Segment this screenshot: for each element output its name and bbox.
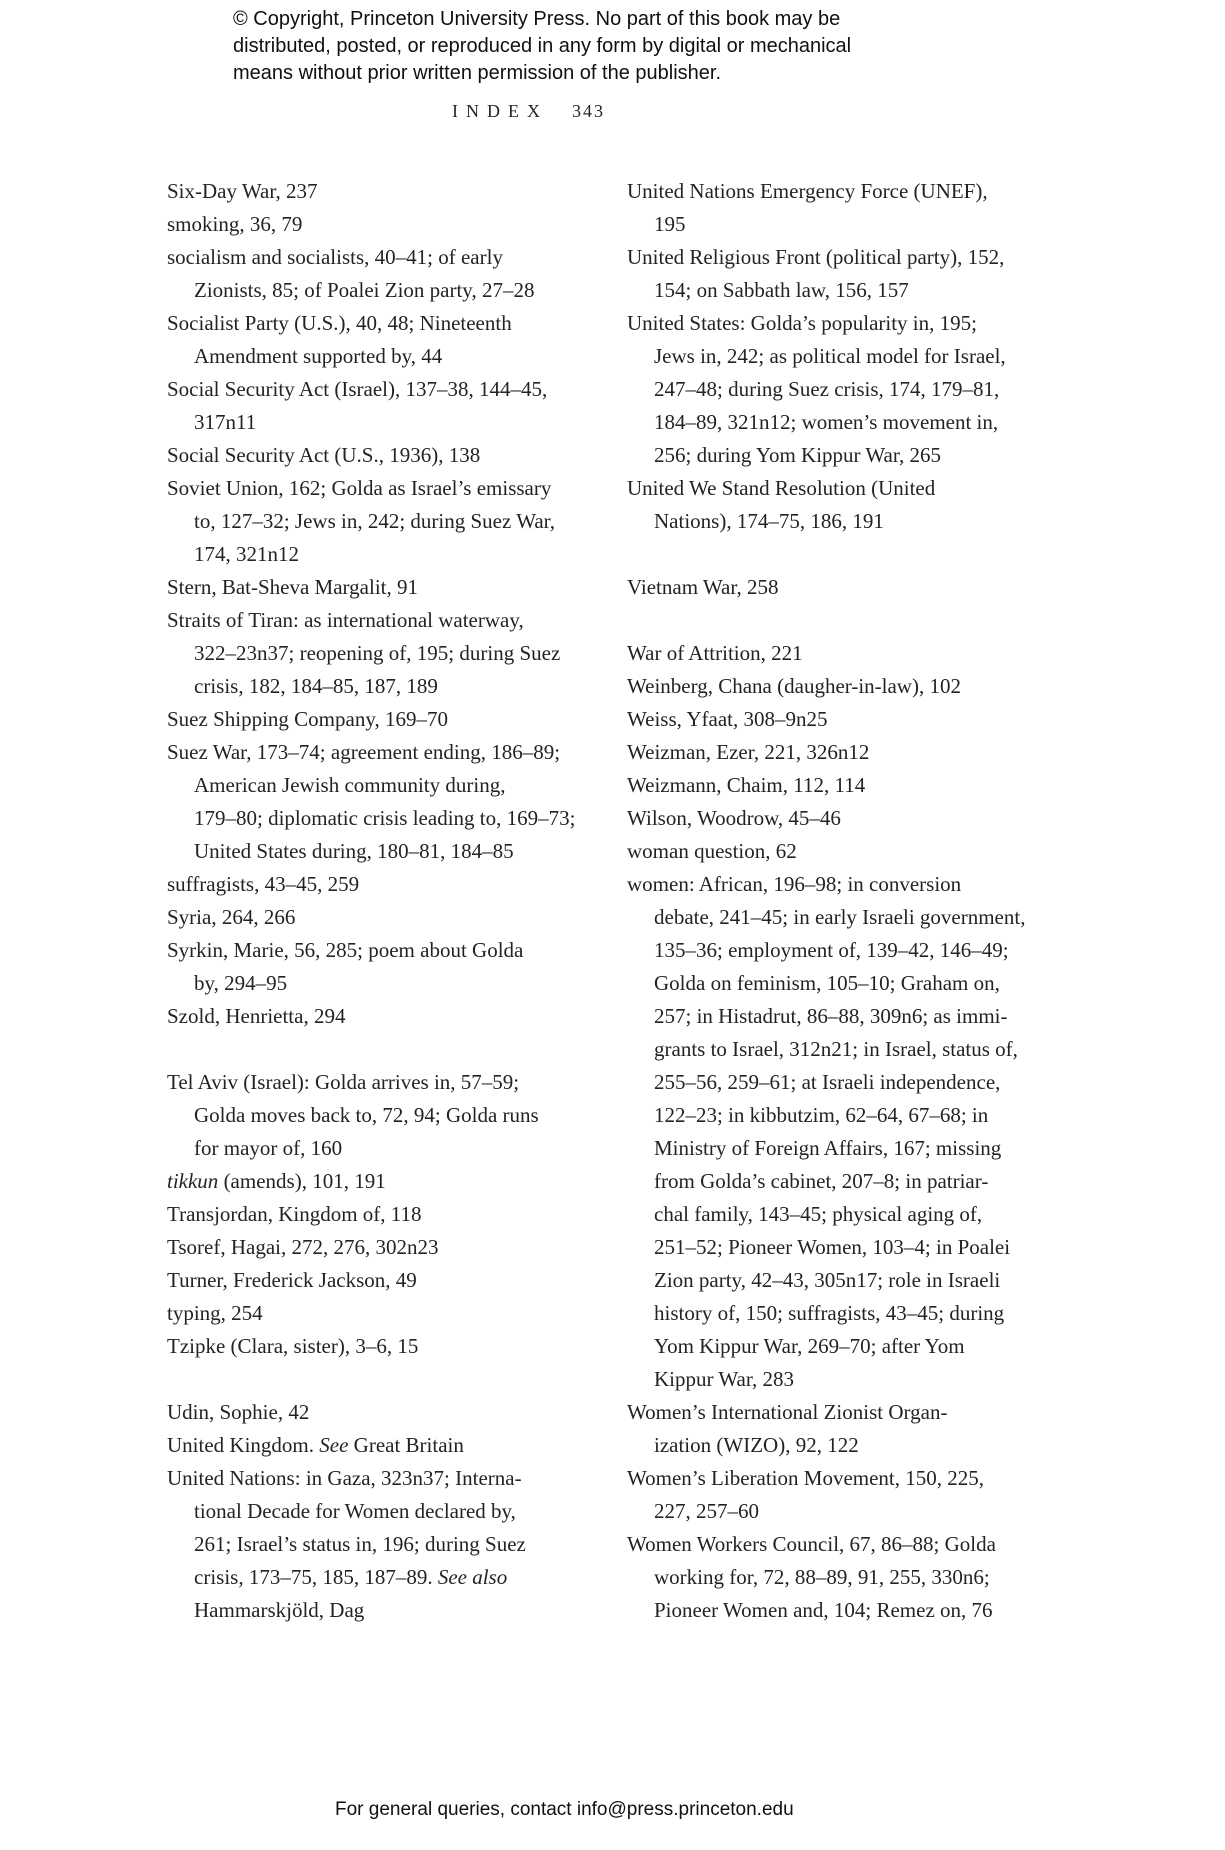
index-entry-line: Stern, Bat-Sheva Margalit, 91 [167, 575, 418, 599]
index-entry-line: chal family, 143–45; physical aging of, [654, 1202, 983, 1226]
index-entry-line: Social Security Act (Israel), 137–38, 144–45, [167, 377, 548, 401]
index-entry-line: War of Attrition, 221 [627, 641, 803, 665]
index-heading: INDEX [452, 101, 548, 121]
index-entry-line: from Golda’s cabinet, 207–8; in patriar- [654, 1169, 989, 1193]
index-entry-line: 174, 321n12 [194, 542, 299, 566]
index-entry-line: Amendment supported by, 44 [194, 344, 443, 368]
index-entry-line: suffragists, 43–45, 259 [167, 872, 360, 896]
index-entry-line: Six-Day War, 237 [167, 179, 318, 203]
index-entry-line: 317n11 [194, 410, 257, 434]
index-entry-line: Zionists, 85; of Poalei Zion party, 27–28 [194, 278, 535, 302]
index-entry-line: ization (WIZO), 92, 122 [654, 1433, 859, 1457]
index-entry-line: Turner, Frederick Jackson, 49 [167, 1268, 417, 1292]
index-entry-line: 179–80; diplomatic crisis leading to, 169–73; [194, 806, 576, 830]
index-entry-line: tional Decade for Women declared by, [194, 1499, 516, 1523]
index-entry-line: Straits of Tiran: as international waterway, [167, 608, 524, 632]
index-entry-line: Hammarskjöld, Dag [194, 1598, 365, 1622]
index-entry-line: Ministry of Foreign Affairs, 167; missing [654, 1136, 1002, 1160]
copyright-line: © Copyright, Princeton University Press. No part of this book may be [233, 8, 841, 30]
running-head [452, 101, 605, 122]
index-entry-line: United Nations Emergency Force (UNEF), [627, 179, 988, 203]
index-entry-line: Weiss, Yfaat, 308–9n25 [627, 707, 828, 731]
index-column-left [167, 175, 623, 1627]
index-entry-line: Social Security Act (U.S., 1936), 138 [167, 443, 481, 467]
index-entry-line: Tel Aviv (Israel): Golda arrives in, 57–59; [167, 1070, 520, 1094]
copyright-line: means without prior written permission of the publisher. [233, 62, 722, 84]
index-entry-line: women: African, 196–98; in conversion [627, 872, 962, 896]
index-entry-line: Suez Shipping Company, 169–70 [167, 707, 448, 731]
index-entry-line: Weinberg, Chana (daugher-in-law), 102 [627, 674, 961, 698]
index-entry-line: Soviet Union, 162; Golda as Israel’s emissary [167, 476, 552, 500]
index-entry-line: smoking, 36, 79 [167, 212, 303, 236]
index-entry-line: to, 127–32; Jews in, 242; during Suez War, [194, 509, 556, 533]
index-entry-line: Suez War, 173–74; agreement ending, 186–89; [167, 740, 561, 764]
index-entry-line: United We Stand Resolution (United [627, 476, 936, 500]
index-entry-line: crisis, 182, 184–85, 187, 189 [194, 674, 438, 698]
index-entry-line: Weizman, Ezer, 221, 326n12 [627, 740, 870, 764]
index-entry-line: 135–36; employment of, 139–42, 146–49; [654, 938, 1009, 962]
index-entry-line: 184–89, 321n12; women’s movement in, [654, 410, 999, 434]
index-entry-line: Weizmann, Chaim, 112, 114 [627, 773, 866, 797]
index-section-gap [627, 604, 1089, 637]
index-entry-line: Golda on feminism, 105–10; Graham on, [654, 971, 1000, 995]
index-entry-line: 255–56, 259–61; at Israeli independence, [654, 1070, 1001, 1094]
index-entry-line: 227, 257–60 [654, 1499, 759, 1523]
index-entry-line: socialism and socialists, 40–41; of early [167, 245, 503, 269]
index-entry-line: history of, 150; suffragists, 43–45; during [654, 1301, 1005, 1325]
index-entry-line: working for, 72, 88–89, 91, 255, 330n6; [654, 1565, 990, 1589]
index-entry-line: Vietnam War, 258 [627, 575, 779, 599]
index-entry-line: tikkun (amends), 101, 191 [167, 1169, 386, 1193]
copyright-notice [233, 6, 851, 87]
index-entry-line: American Jewish community during, [194, 773, 506, 797]
index-entry-line: Women Workers Council, 67, 86–88; Golda [627, 1532, 996, 1556]
index-entry-line: 154; on Sabbath law, 156, 157 [654, 278, 909, 302]
index-entry-line: United Nations: in Gaza, 323n37; Interna- [167, 1466, 522, 1490]
index-entry-line: 247–48; during Suez crisis, 174, 179–81, [654, 377, 1000, 401]
page-number: 343 [572, 101, 605, 121]
index-entry-line: by, 294–95 [194, 971, 288, 995]
index-entry-line: Jews in, 242; as political model for Israel, [654, 344, 1006, 368]
index-entry-line: typing, 254 [167, 1301, 263, 1325]
index-entry-line: 256; during Yom Kippur War, 265 [654, 443, 942, 467]
index-entry-line: United States during, 180–81, 184–85 [194, 839, 514, 863]
index-entry-line: Syria, 264, 266 [167, 905, 296, 929]
index-entry-line: Zion party, 42–43, 305n17; role in Israeli [654, 1268, 1001, 1292]
index-entry-line: Socialist Party (U.S.), 40, 48; Nineteenth [167, 311, 512, 335]
index-entry-line: Kippur War, 283 [654, 1367, 794, 1391]
index-entry-line: grants to Israel, 312n21; in Israel, status of, [654, 1037, 1018, 1061]
index-section-gap [167, 1033, 623, 1066]
copyright-line: distributed, posted, or reproduced in any form by digital or mechanical [233, 35, 852, 57]
index-entry-line: Yom Kippur War, 269–70; after Yom [654, 1334, 965, 1358]
index-entry-line: Nations), 174–75, 186, 191 [654, 509, 884, 533]
index-entry-line: 257; in Histadrut, 86–88, 309n6; as immi- [654, 1004, 1008, 1028]
index-entry-line: United Religious Front (political party), 152, [627, 245, 1005, 269]
index-entry-line: 195 [654, 212, 686, 236]
index-entry-line: 122–23; in kibbutzim, 62–64, 67–68; in [654, 1103, 989, 1127]
index-entry-line: 261; Israel’s status in, 196; during Suez [194, 1532, 526, 1556]
index-column-right [627, 175, 1089, 1627]
index-entry-line: Tzipke (Clara, sister), 3–6, 15 [167, 1334, 419, 1358]
index-section-gap [627, 538, 1089, 571]
index-entry-line: Udin, Sophie, 42 [167, 1400, 310, 1424]
footer-queries-note: For general queries, contact info@press.princeton.edu [335, 1799, 794, 1820]
index-entry-line: crisis, 173–75, 185, 187–89. See also [194, 1565, 508, 1589]
index-entry-line: 251–52; Pioneer Women, 103–4; in Poalei [654, 1235, 1011, 1259]
index-entry-line: debate, 241–45; in early Israeli government, [654, 905, 1026, 929]
index-entry-line: Pioneer Women and, 104; Remez on, 76 [654, 1598, 993, 1622]
index-entry-line: Tsoref, Hagai, 272, 276, 302n23 [167, 1235, 439, 1259]
index-entry-line: for mayor of, 160 [194, 1136, 343, 1160]
index-entry-line: United Kingdom. See Great Britain [167, 1433, 464, 1457]
index-entry-line: Transjordan, Kingdom of, 118 [167, 1202, 422, 1226]
index-entry-line: Wilson, Woodrow, 45–46 [627, 806, 841, 830]
index-entry-line: United States: Golda’s popularity in, 195; [627, 311, 977, 335]
index-entry-line: Syrkin, Marie, 56, 285; poem about Golda [167, 938, 524, 962]
index-entry-line: Women’s Liberation Movement, 150, 225, [627, 1466, 984, 1490]
index-entry-line: Szold, Henrietta, 294 [167, 1004, 346, 1028]
index-entry-line: 322–23n37; reopening of, 195; during Suez [194, 641, 561, 665]
index-section-gap [167, 1363, 623, 1396]
index-entry-line: Women’s International Zionist Organ- [627, 1400, 948, 1424]
index-entry-line: woman question, 62 [627, 839, 797, 863]
index-entry-line: Golda moves back to, 72, 94; Golda runs [194, 1103, 539, 1127]
